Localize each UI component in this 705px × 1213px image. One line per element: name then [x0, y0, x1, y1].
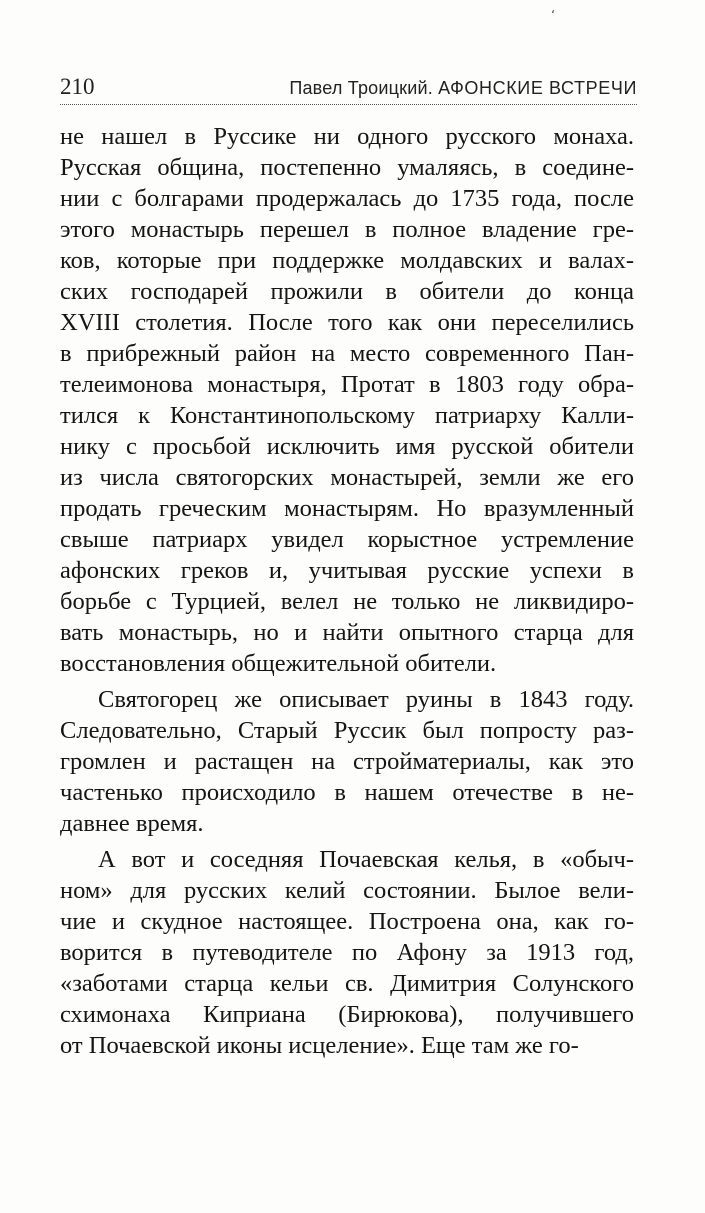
text-line: ном» для русских келий состоянии. Былое вели- [60, 877, 634, 904]
text-line: тился к Константинопольскому патриарху Калли- [60, 402, 634, 429]
text-line: не нашел в Руссике ни одного русского монаха. [60, 123, 634, 150]
text-line: ков, которые при поддержке молдавских и валах- [60, 247, 634, 274]
text-line: Русская община, постепенно умаляясь, в соедине- [60, 154, 634, 181]
text-line: вать монастырь, но и найти опытного старца для [60, 619, 634, 646]
text-line: чие и скудное настоящее. Построена она, как го- [60, 908, 634, 935]
text-line: свыше патриарх увидел корыстное устремление [60, 526, 634, 553]
text-line: нии с болгарами продержалась до 1735 года, после [60, 185, 634, 212]
text-line: из числа святогорских монастырей, земли же его [60, 464, 634, 491]
print-speck: ʻ [551, 8, 555, 22]
text-line: А вот и соседняя Почаевская келья, в «обыч- [98, 846, 634, 873]
text-line: ских господарей прожили в обители до конца [60, 278, 634, 305]
running-head-author: Павел Троицкий. [289, 78, 433, 98]
text-line: частенько происходило в нашем отечестве в не- [60, 779, 634, 806]
text-line: телеимонова монастыря, Протат в 1803 году обра- [60, 371, 634, 398]
text-line: XVIII столетия. После того как они переселились [60, 309, 634, 336]
text-line: схимонаха Киприана (Бирюкова), получившего [60, 1001, 634, 1028]
text-line: от Почаевской иконы исцеление». Еще там же го- [60, 1032, 579, 1059]
text-line: нику с просьбой исключить имя русской обители [60, 433, 634, 460]
body-text [60, 121, 634, 1061]
text-line: «заботами старца кельи св. Димитрия Солунского [60, 970, 634, 997]
text-line: этого монастырь перешел в полное владение гре- [60, 216, 634, 243]
text-line: восстановления общежительной обители. [60, 650, 497, 677]
text-line: громлен и растащен на стройматериалы, как это [60, 748, 634, 775]
text-line: афонских греков и, учитывая русские успехи в [60, 557, 634, 584]
text-line: ворится в путеводителе по Афону за 1913 год, [60, 939, 634, 966]
text-line: давнее время. [60, 810, 204, 837]
text-line: Святогорец же описывает руины в 1843 году. [98, 686, 634, 713]
page-header [60, 72, 637, 105]
text-line: борьбе с Турцией, велел не только не ликвидиро- [60, 588, 634, 615]
page-number: 210 [60, 74, 95, 99]
text-line: Следовательно, Старый Руссик был попросту раз- [60, 717, 634, 744]
running-head-title: АФОНСКИЕ ВСТРЕЧИ [438, 78, 637, 98]
text-line: в прибрежный район на место современного Пан- [60, 340, 634, 367]
text-line: продать греческим монастырям. Но вразумленный [60, 495, 634, 522]
running-head [289, 78, 637, 99]
